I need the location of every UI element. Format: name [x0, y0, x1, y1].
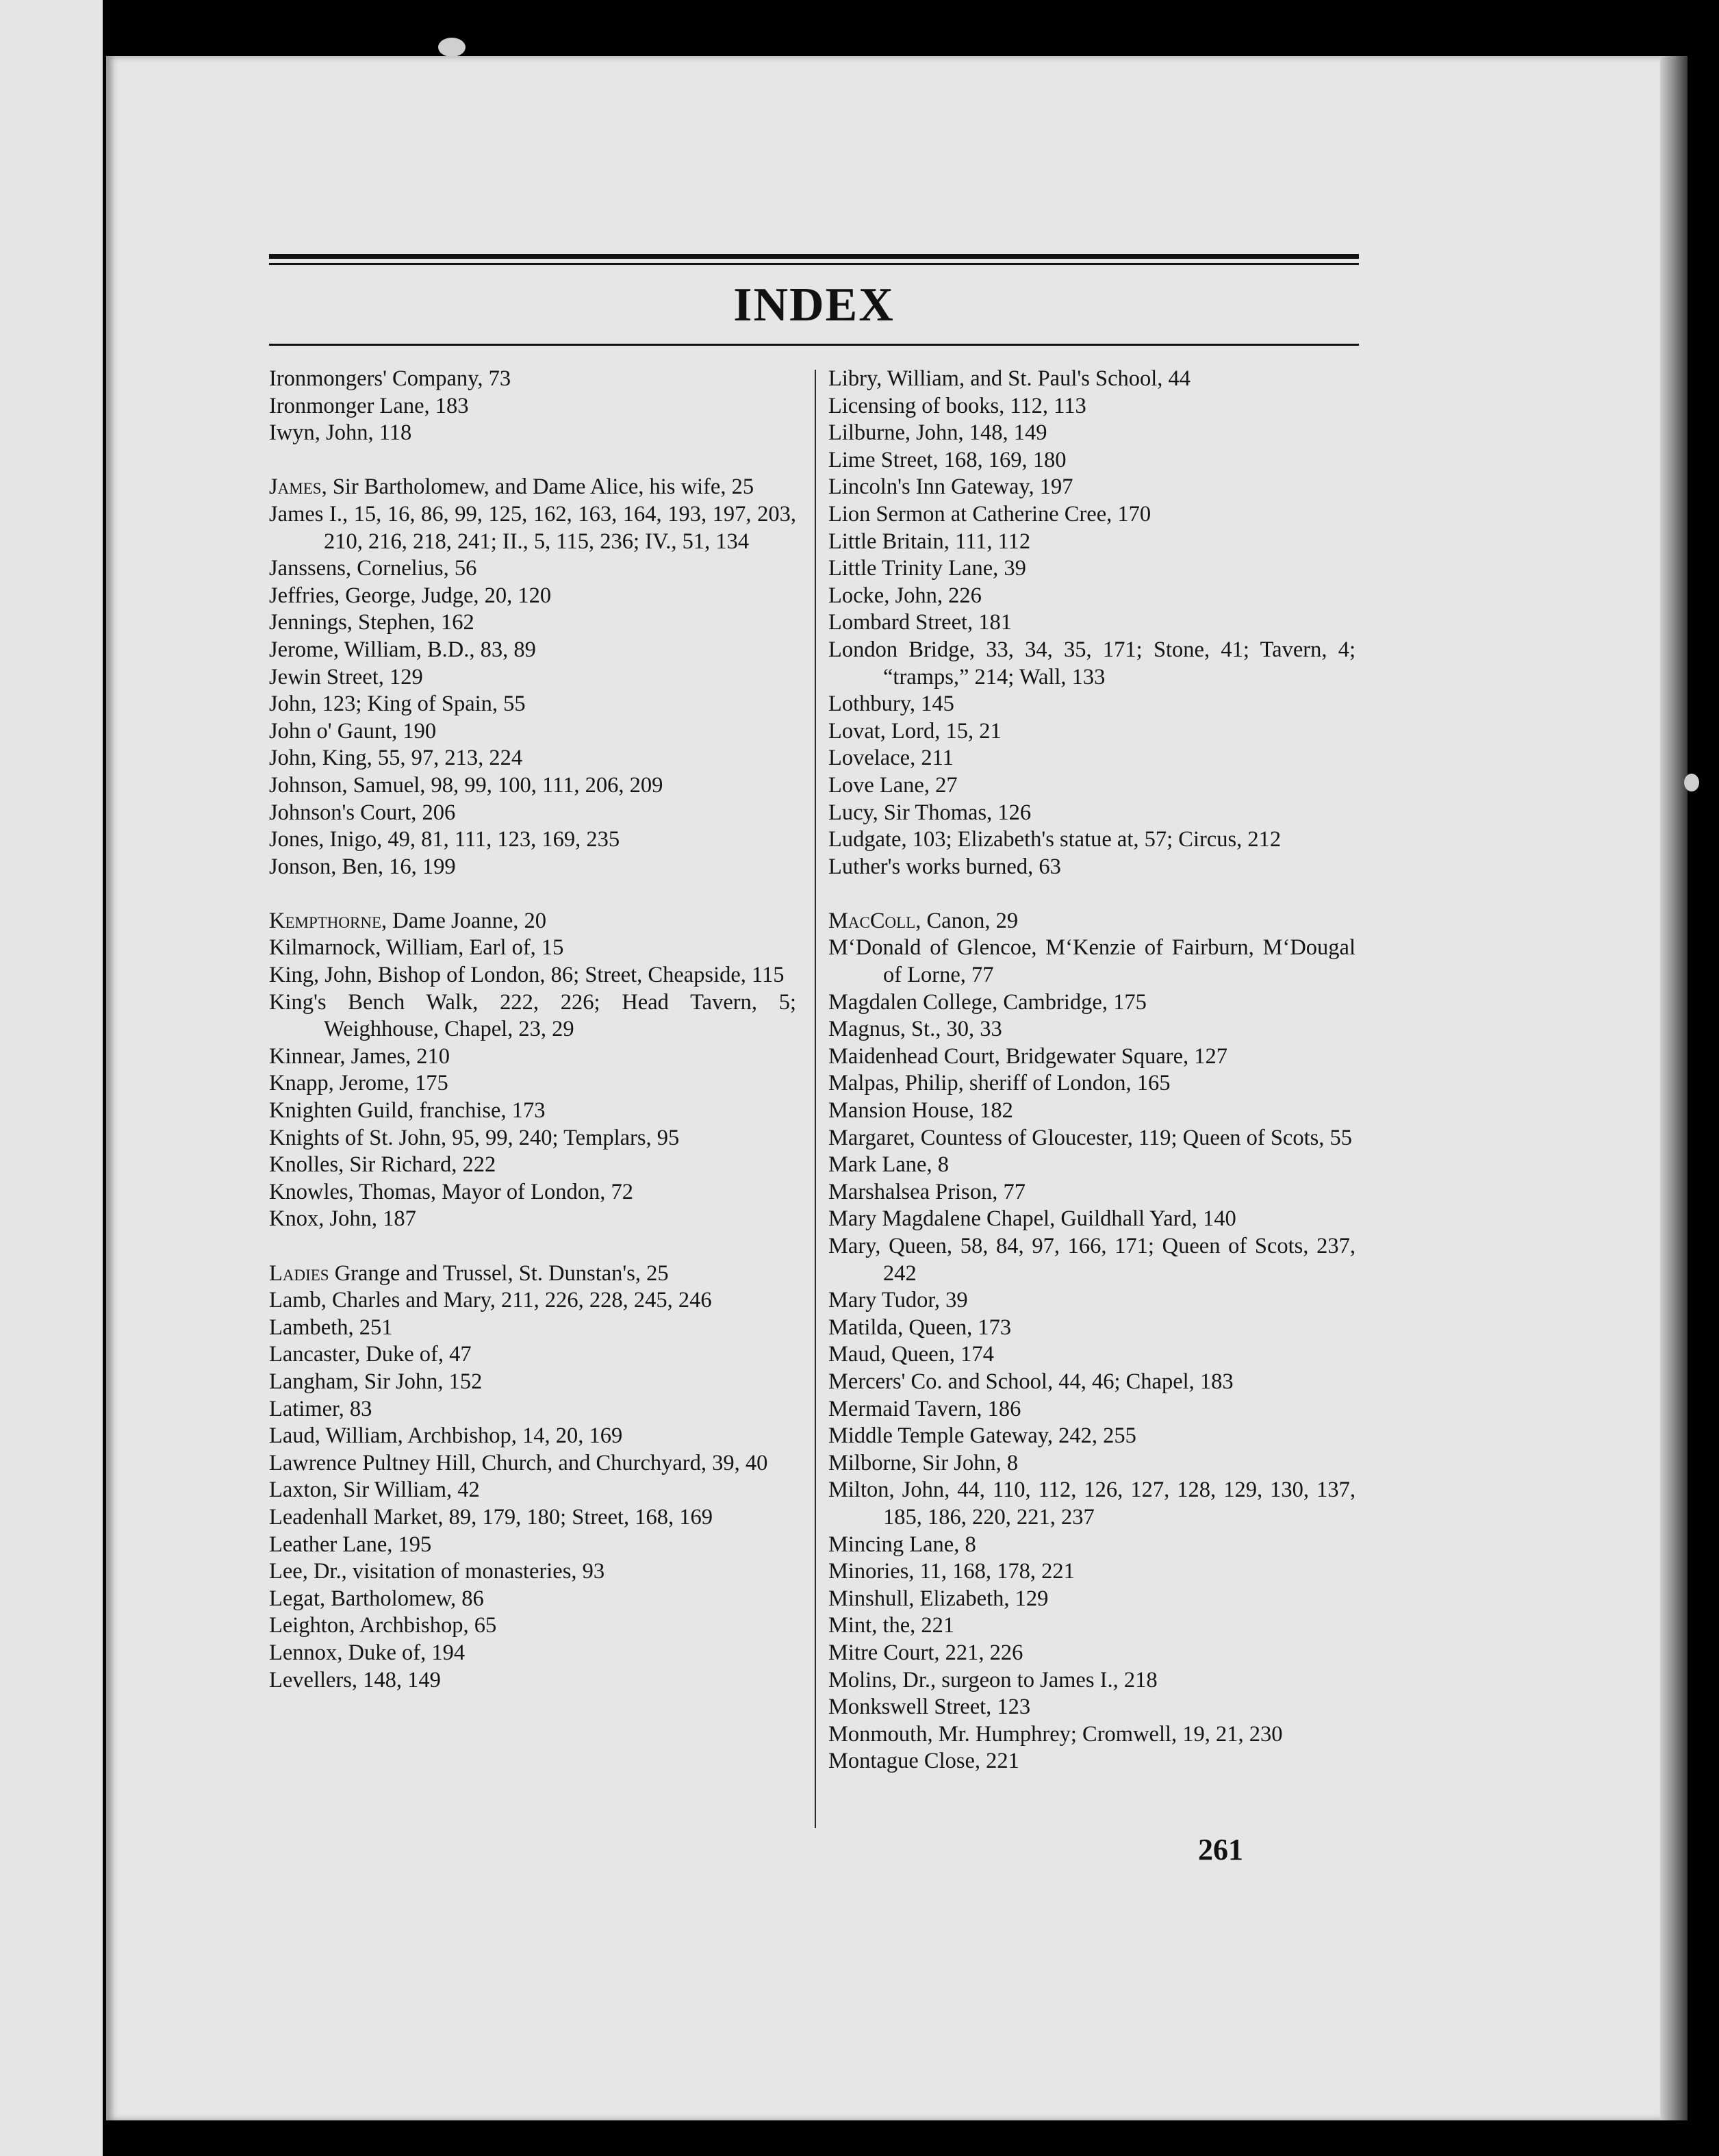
index-entry — [269, 1206, 796, 1233]
entry-text: Lennox, Duke of, 194 — [269, 1640, 466, 1665]
entry-text: London Bridge, 33, 34, 35, 171; Stone, 41; Tavern, 4; “tramps,” 214; Wall, 133 — [828, 637, 1355, 689]
entry-text: Mint, the, 221 — [828, 1613, 955, 1638]
entry-text: Lucy, Sir Thomas, 126 — [828, 800, 1032, 825]
entry-text: Mary Tudor, 39 — [828, 1288, 968, 1313]
index-entry — [828, 1369, 1355, 1396]
entry-text: Margaret, Countess of Gloucester, 119; Queen of Scots, 55 — [828, 1125, 1353, 1150]
index-entry — [828, 1341, 1355, 1369]
entry-text: John, 123; King of Spain, 55 — [269, 692, 526, 717]
entry-text: Lothbury, 145 — [828, 692, 954, 717]
index-column-left — [269, 366, 796, 1694]
index-entry — [269, 1450, 796, 1478]
index-entry — [828, 1748, 1355, 1775]
entry-text: Mary Magdalene Chapel, Guildhall Yard, 140 — [828, 1206, 1236, 1232]
entry-text: Jennings, Stephen, 162 — [269, 610, 474, 635]
index-entry — [828, 583, 1355, 610]
entry-text: John, King, 55, 97, 213, 224 — [269, 746, 523, 771]
index-entry — [269, 1612, 796, 1640]
index-entry — [269, 393, 796, 420]
entry-text: Monkswell Street, 123 — [828, 1695, 1031, 1720]
index-entry — [828, 1532, 1355, 1559]
index-entry — [269, 989, 796, 1043]
page-number: 261 — [1198, 1833, 1243, 1866]
page-edge-shadow — [1660, 56, 1688, 2120]
entry-text: Ironmonger Lane, 183 — [269, 393, 469, 418]
entry-text: , Sir Bartholomew, and Dame Alice, his wife, 25 — [321, 474, 754, 500]
section-gap — [269, 1233, 796, 1260]
entry-text: Langham, Sir John, 152 — [269, 1369, 483, 1394]
entry-text: Jeffries, George, Judge, 20, 120 — [269, 583, 552, 608]
entry-text: Lancaster, Duke of, 47 — [269, 1342, 472, 1367]
entry-text: Jerome, William, B.D., 83, 89 — [269, 637, 536, 662]
scan-speck — [1684, 774, 1699, 791]
index-entry — [269, 1477, 796, 1504]
index-entry — [269, 718, 796, 746]
index-entry — [269, 1504, 796, 1532]
entry-text: Lincoln's Inn Gateway, 197 — [828, 474, 1073, 500]
entry-text: Grange and Trussel, St. Dunstan's, 25 — [329, 1260, 669, 1286]
entry-text: Lion Sermon at Catherine Cree, 170 — [828, 501, 1151, 527]
entry-text: Lawrence Pultney Hill, Church, and Churchyard, 39, 40 — [269, 1450, 768, 1475]
entry-text: Laud, William, Archbishop, 14, 20, 169 — [269, 1423, 623, 1449]
index-entry — [269, 637, 796, 664]
index-entry — [828, 1206, 1355, 1233]
entry-text: Levellers, 148, 149 — [269, 1667, 441, 1692]
index-entry — [269, 474, 796, 501]
entry-text: Milton, John, 44, 110, 112, 126, 127, 128, 129, 130, 137, 185, 186, 220, 221, 237 — [828, 1478, 1355, 1530]
index-entry — [269, 908, 796, 935]
index-entry — [269, 664, 796, 692]
index-entry — [828, 718, 1355, 746]
header-rule-thin — [269, 263, 1359, 265]
entry-text: Jones, Inigo, 49, 81, 111, 123, 169, 235 — [269, 827, 620, 852]
entry-text: Luther's works burned, 63 — [828, 854, 1061, 879]
index-entry — [828, 1612, 1355, 1640]
index-entry — [828, 1287, 1355, 1315]
entry-text: Kilmarnock, William, Earl of, 15 — [269, 935, 564, 961]
entry-text: Kinnear, James, 210 — [269, 1043, 450, 1069]
entry-text: Knapp, Jerome, 175 — [269, 1071, 448, 1096]
index-entry — [269, 501, 796, 555]
index-entry — [269, 800, 796, 827]
index-entry — [269, 1260, 796, 1288]
entry-text: Janssens, Cornelius, 56 — [269, 556, 477, 581]
column-divider — [815, 370, 816, 1828]
index-entry — [269, 1043, 796, 1071]
index-entry — [269, 1341, 796, 1369]
index-entry — [828, 366, 1355, 393]
index-entry — [269, 1558, 796, 1586]
entry-text: Magnus, St., 30, 33 — [828, 1017, 1002, 1042]
entry-text: Lovelace, 211 — [828, 746, 954, 771]
index-entry — [828, 1396, 1355, 1423]
index-entry — [828, 935, 1355, 989]
index-entry — [828, 1423, 1355, 1450]
index-entry — [828, 1558, 1355, 1586]
index-entry — [269, 366, 796, 393]
entry-text: Mitre Court, 221, 226 — [828, 1640, 1023, 1665]
index-entry — [828, 1667, 1355, 1695]
entry-text: Leighton, Archbishop, 65 — [269, 1613, 497, 1638]
index-entry — [828, 1640, 1355, 1667]
index-entry — [269, 962, 796, 989]
index-entry — [828, 474, 1355, 501]
entry-text: James I., 15, 16, 86, 99, 125, 162, 163, 164, 193, 197, 203, 210, 216, 218, 241; II., 5, 115, 236; IV., 51, 134 — [269, 501, 796, 554]
scan-speck — [438, 38, 466, 57]
entry-text: Monmouth, Mr. Humphrey; Cromwell, 19, 21, 230 — [828, 1721, 1283, 1747]
index-entry — [269, 609, 796, 637]
entry-text: Knox, John, 187 — [269, 1206, 416, 1232]
entry-lead-word: Ladies — [269, 1260, 329, 1286]
index-entry — [269, 1179, 796, 1206]
index-entry — [269, 1315, 796, 1342]
index-entry — [269, 1586, 796, 1613]
index-entry — [269, 1287, 796, 1315]
entry-text: Minories, 11, 168, 178, 221 — [828, 1559, 1075, 1584]
index-entry — [269, 935, 796, 962]
index-entry — [828, 1694, 1355, 1721]
entry-text: King's Bench Walk, 222, 226; Head Tavern, 5; Weighhouse, Chapel, 23, 29 — [269, 989, 796, 1042]
entry-text: Lovat, Lord, 15, 21 — [828, 718, 1002, 744]
index-entry — [828, 1315, 1355, 1342]
index-entry — [269, 420, 796, 447]
index-entry — [828, 691, 1355, 718]
index-entry — [269, 745, 796, 772]
entry-text: , Dame Joanne, 20 — [381, 908, 547, 933]
index-entry — [828, 609, 1355, 637]
index-entry — [828, 745, 1355, 772]
entry-text: Molins, Dr., surgeon to James I., 218 — [828, 1667, 1158, 1692]
entry-text: Knights of St. John, 95, 99, 240; Templars, 95 — [269, 1125, 680, 1150]
entry-text: Lombard Street, 181 — [828, 610, 1013, 635]
entry-lead-word: James — [269, 474, 322, 500]
entry-text: Montague Close, 221 — [828, 1749, 1019, 1774]
index-entry — [269, 854, 796, 881]
entry-lead-word: Kempthorne — [269, 908, 382, 933]
index-entry — [269, 772, 796, 800]
index-entry — [828, 393, 1355, 420]
entry-text: Little Britain, 111, 112 — [828, 529, 1031, 554]
index-entry — [269, 1070, 796, 1098]
entry-text: Mary, Queen, 58, 84, 97, 166, 171; Queen of Scots, 237, 242 — [828, 1234, 1355, 1286]
section-gap — [828, 880, 1355, 908]
index-entry — [269, 1098, 796, 1125]
entry-text: Ludgate, 103; Elizabeth's statue at, 57; Circus, 212 — [828, 827, 1282, 852]
entry-text: Mark Lane, 8 — [828, 1152, 949, 1178]
index-entry — [828, 1477, 1355, 1531]
index-entry — [269, 1667, 796, 1695]
index-entry — [828, 447, 1355, 474]
entry-text: Maud, Queen, 174 — [828, 1342, 994, 1367]
entry-text: Jonson, Ben, 16, 199 — [269, 854, 456, 879]
index-entry — [269, 555, 796, 583]
entry-text: Magdalen College, Cambridge, 175 — [828, 989, 1147, 1015]
entry-text: Milborne, Sir John, 8 — [828, 1450, 1019, 1475]
index-entry — [269, 1423, 796, 1450]
index-column-right — [828, 366, 1355, 1775]
entry-text: M‘Donald of Glencoe, M‘Kenzie of Fairburn, M‘Dougal of Lorne, 77 — [828, 935, 1355, 988]
entry-text: Little Trinity Lane, 39 — [828, 556, 1026, 581]
index-entry — [828, 1179, 1355, 1206]
index-entry — [269, 691, 796, 718]
index-entry — [828, 555, 1355, 583]
entry-text: Licensing of books, 112, 113 — [828, 393, 1086, 418]
entry-text: Lilburne, John, 148, 149 — [828, 420, 1047, 446]
entry-text: Johnson, Samuel, 98, 99, 100, 111, 206, 209 — [269, 772, 663, 798]
index-entry — [828, 637, 1355, 691]
index-entry — [828, 1152, 1355, 1179]
entry-text: Mansion House, 182 — [828, 1098, 1013, 1124]
index-entry — [269, 1640, 796, 1667]
entry-text: Love Lane, 27 — [828, 772, 958, 798]
entry-text: Iwyn, John, 118 — [269, 420, 412, 446]
index-entry — [828, 1586, 1355, 1613]
index-entry — [828, 800, 1355, 827]
entry-text: Leadenhall Market, 89, 179, 180; Street, 168, 169 — [269, 1504, 713, 1530]
entry-text: Knowles, Thomas, Mayor of London, 72 — [269, 1179, 633, 1204]
title-underline — [269, 344, 1359, 346]
entry-text: Latimer, 83 — [269, 1396, 372, 1421]
entry-text: Lee, Dr., visitation of monasteries, 93 — [269, 1559, 605, 1584]
index-entry — [828, 1016, 1355, 1043]
entry-text: Minshull, Elizabeth, 129 — [828, 1586, 1049, 1611]
section-gap — [269, 880, 796, 908]
entry-text: Middle Temple Gateway, 242, 255 — [828, 1423, 1136, 1449]
entry-text: John o' Gaunt, 190 — [269, 718, 437, 744]
index-entry — [269, 1152, 796, 1179]
index-entry — [828, 1721, 1355, 1749]
entry-text: Maidenhead Court, Bridgewater Square, 127 — [828, 1043, 1228, 1069]
facing-page-edge — [0, 0, 103, 2156]
section-gap — [269, 447, 796, 474]
entry-text: Legat, Bartholomew, 86 — [269, 1586, 484, 1611]
index-entry — [269, 1125, 796, 1152]
entry-text: Lambeth, 251 — [269, 1315, 393, 1340]
index-entry — [828, 1125, 1355, 1152]
entry-text: Lamb, Charles and Mary, 211, 226, 228, 245, 246 — [269, 1288, 712, 1313]
header-rule-thick — [269, 254, 1359, 259]
index-entry — [828, 1070, 1355, 1098]
entry-text: Matilda, Queen, 173 — [828, 1315, 1012, 1340]
entry-text: Mermaid Tavern, 186 — [828, 1396, 1021, 1421]
index-entry — [269, 583, 796, 610]
entry-text: Laxton, Sir William, 42 — [269, 1478, 480, 1503]
index-entry — [828, 772, 1355, 800]
index-entry — [828, 989, 1355, 1017]
entry-text: Johnson's Court, 206 — [269, 800, 456, 825]
entry-text: Mincing Lane, 8 — [828, 1532, 976, 1557]
index-entry — [828, 1098, 1355, 1125]
entry-text: , Canon, 29 — [915, 908, 1019, 933]
entry-text: Knolles, Sir Richard, 222 — [269, 1152, 496, 1178]
entry-text: King, John, Bishop of London, 86; Street, Cheapside, 115 — [269, 963, 785, 988]
index-entry — [828, 826, 1355, 854]
index-entry — [828, 1043, 1355, 1071]
index-entry — [828, 908, 1355, 935]
index-entry — [828, 529, 1355, 556]
entry-text: Ironmongers' Company, 73 — [269, 366, 511, 391]
entry-lead-word: MacColl — [828, 908, 916, 933]
index-entry — [269, 1532, 796, 1559]
page-title: INDEX — [733, 279, 895, 331]
index-entry — [269, 1396, 796, 1423]
index-entry — [828, 854, 1355, 881]
index-entry — [828, 501, 1355, 529]
index-entry — [828, 420, 1355, 447]
index-entry — [269, 826, 796, 854]
entry-text: Leather Lane, 195 — [269, 1532, 432, 1557]
index-entry — [828, 1233, 1355, 1287]
entry-text: Locke, John, 226 — [828, 583, 982, 608]
entry-text: Libry, William, and St. Paul's School, 44 — [828, 366, 1191, 391]
entry-text: Lime Street, 168, 169, 180 — [828, 447, 1067, 472]
entry-text: Malpas, Philip, sheriff of London, 165 — [828, 1071, 1171, 1096]
index-entry — [828, 1450, 1355, 1478]
entry-text: Knighten Guild, franchise, 173 — [269, 1098, 546, 1124]
entry-text: Mercers' Co. and School, 44, 46; Chapel, 183 — [828, 1369, 1234, 1394]
index-entry — [269, 1369, 796, 1396]
entry-text: Jewin Street, 129 — [269, 664, 423, 689]
entry-text: Marshalsea Prison, 77 — [828, 1179, 1026, 1204]
